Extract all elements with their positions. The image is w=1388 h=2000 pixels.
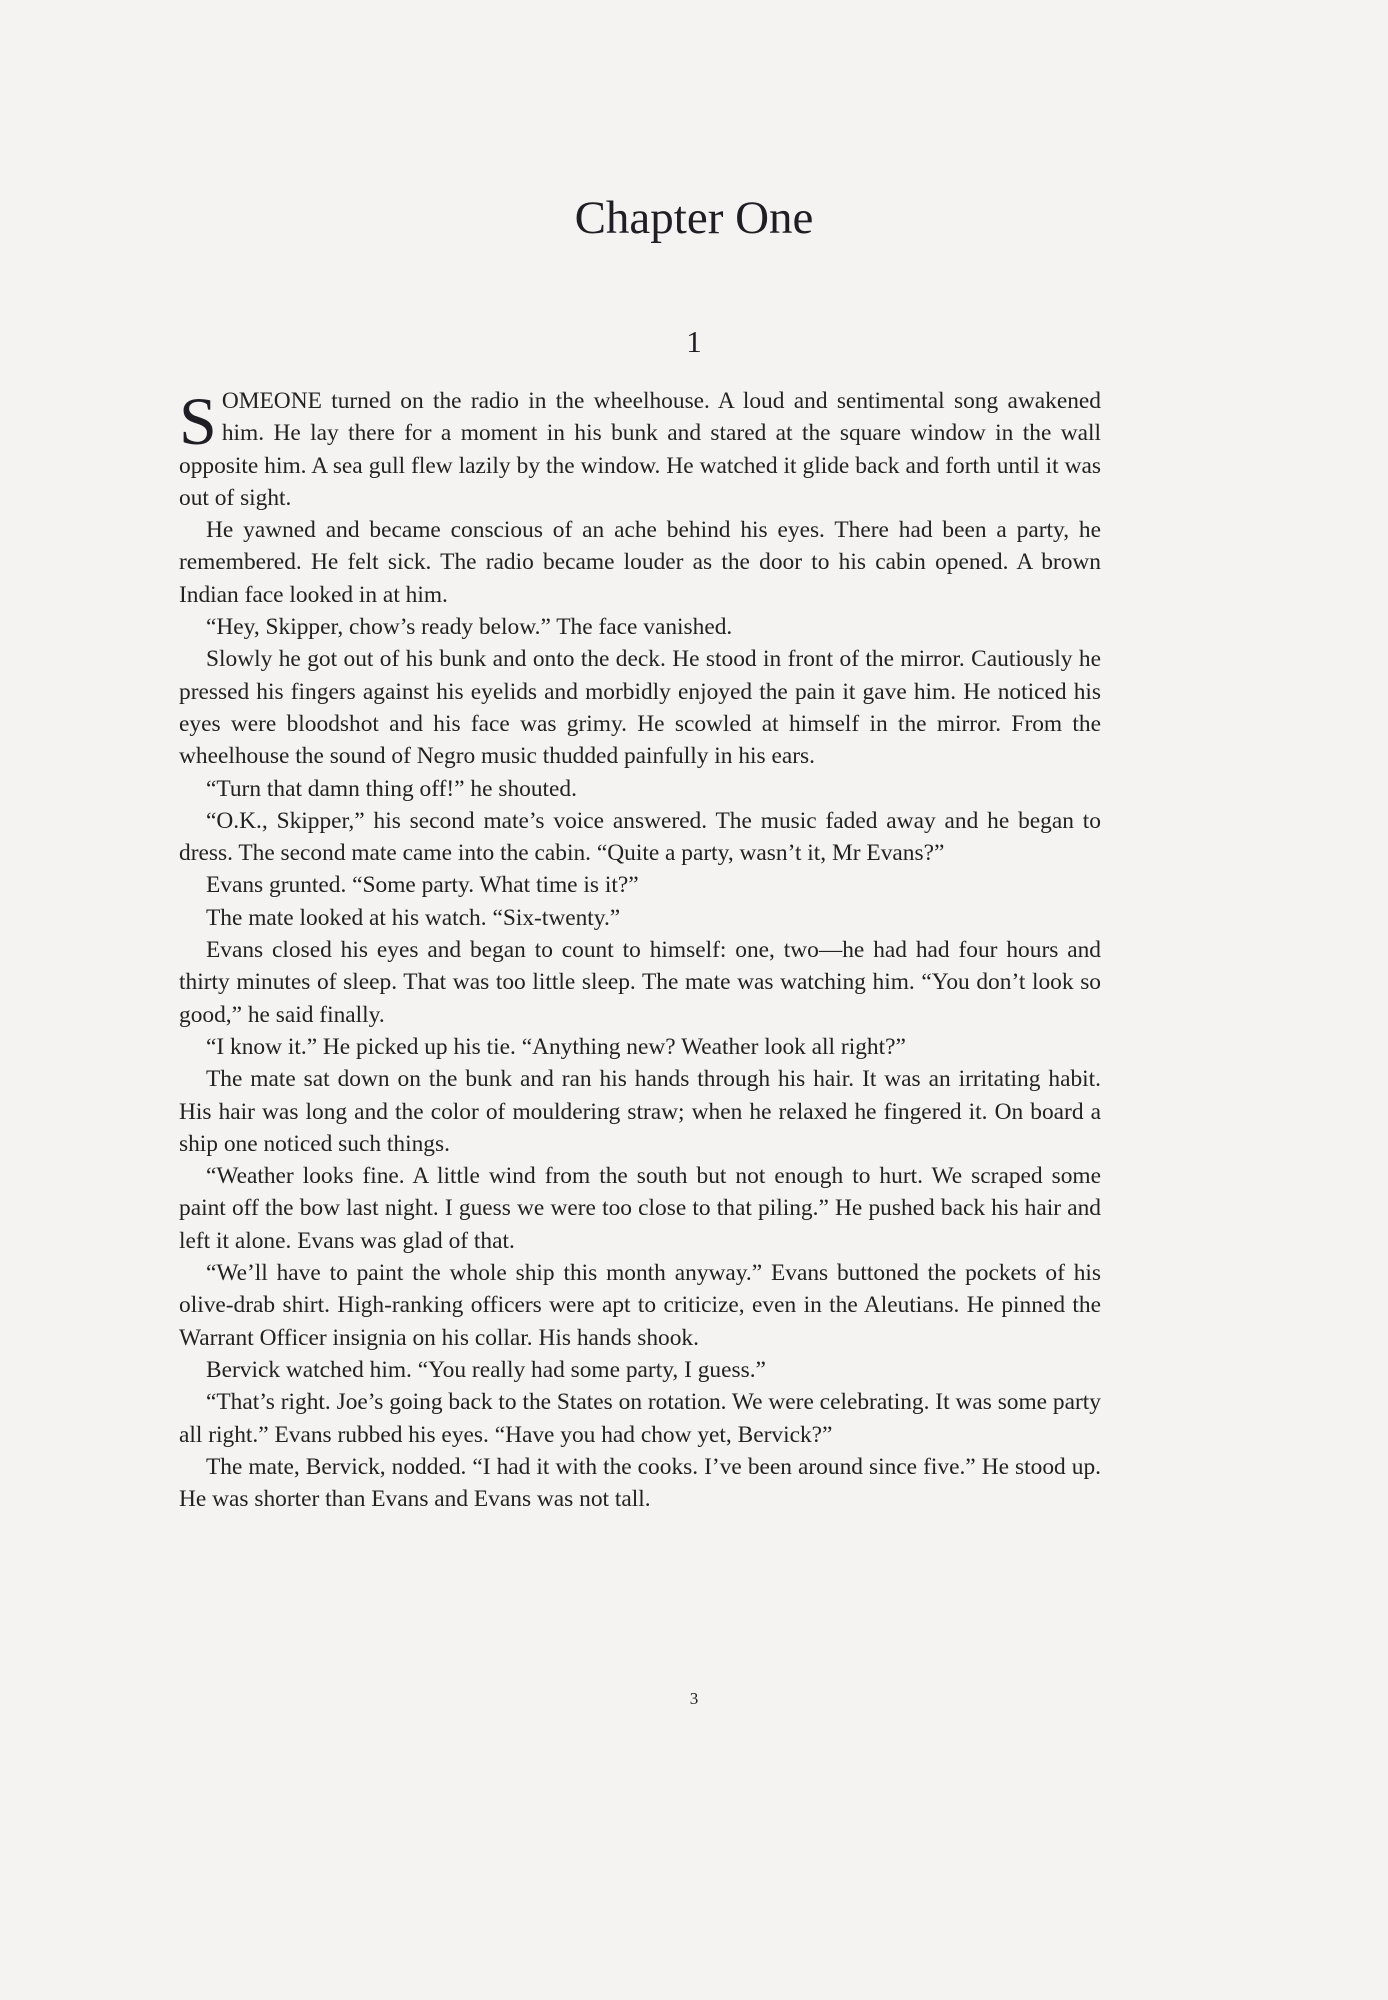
paragraph: The mate looked at his watch. “Six-twenty.” — [206, 904, 621, 931]
body-text — [179, 385, 1101, 1515]
paragraph: The mate sat down on the bunk and ran his hands through his hair. It was an irritating habit. His hair was long and the color of mouldering straw; when he relaxed he fingered it. On board a ship one noticed such things. — [179, 1066, 1101, 1157]
section-number: 1 — [686, 324, 702, 359]
chapter-title: Chapter One — [574, 192, 814, 244]
paragraph: Slowly he got out of his bunk and onto the deck. He stood in front of the mirror. Cautiously he pressed his fingers against his eyelids and morbidly enjoyed the pain it gave him. He noticed his eyes were bloodshot and his face was grimy. He scowled at himself in the mirror. From the wheelhouse the sound of Negro music thudded painfully in his ears. — [179, 646, 1101, 770]
paragraph: He yawned and became conscious of an ache behind his eyes. There had been a party, he remembered. He felt sick. The radio became louder as the door to his cabin opened. A brown Indian face looked in at him. — [179, 517, 1101, 608]
page-number: 3 — [689, 1689, 699, 1708]
paragraph-text: OMEONE turned on the radio in the wheelhouse. A loud and sentimental song awakened him. He lay there for a moment in his bunk and stared at the square window in the wall opposite him. A sea gull flew lazily by the window. He watched it glide back and forth until it was out of sight. — [179, 388, 1101, 511]
paragraph: “Turn that damn thing off!” he shouted. — [206, 775, 577, 802]
paragraph: “We’ll have to paint the whole ship this month anyway.” Evans buttoned the pockets of his olive-drab shirt. High-ranking officers were apt to criticize, even in the Aleutians. He pinned the Warrant Officer insignia on his collar. His hands shook. — [179, 1260, 1101, 1351]
paragraph — [179, 385, 1101, 514]
paragraph: “Weather looks fine. A little wind from the south but not enough to hurt. We scraped some paint off the bow last night. I guess we were too close to that piling.” He pushed back his hair and left it alone. Evans was glad of that. — [179, 1163, 1101, 1254]
paragraph: Evans grunted. “Some party. What time is it?” — [206, 872, 639, 899]
paragraph: The mate, Bervick, nodded. “I had it with the cooks. I’ve been around since five.” He stood up. He was shorter than Evans and Evans was not tall. — [179, 1453, 1101, 1513]
drop-cap: S — [179, 383, 217, 459]
paragraph: “Hey, Skipper, chow’s ready below.” The face vanished. — [206, 614, 733, 641]
paragraph: “I know it.” He picked up his tie. “Anything new? Weather look all right?” — [206, 1033, 906, 1060]
paragraph: “O.K., Skipper,” his second mate’s voice answered. The music faded away and he began to dress. The second mate came into the cabin. “Quite a party, wasn’t it, Mr Evans?” — [179, 807, 1101, 867]
paragraph: Bervick watched him. “You really had some party, I guess.” — [206, 1356, 766, 1383]
paragraph: Evans closed his eyes and began to count to himself: one, two—he had had four hours and thirty minutes of sleep. That was too little sleep. The mate was watching him. “You don’t look so good,” he said finally. — [179, 937, 1101, 1028]
paragraph: “That’s right. Joe’s going back to the States on rotation. We were celebrating. It was some party all right.” Evans rubbed his eyes. “Have you had chow yet, Bervick?” — [179, 1389, 1101, 1448]
